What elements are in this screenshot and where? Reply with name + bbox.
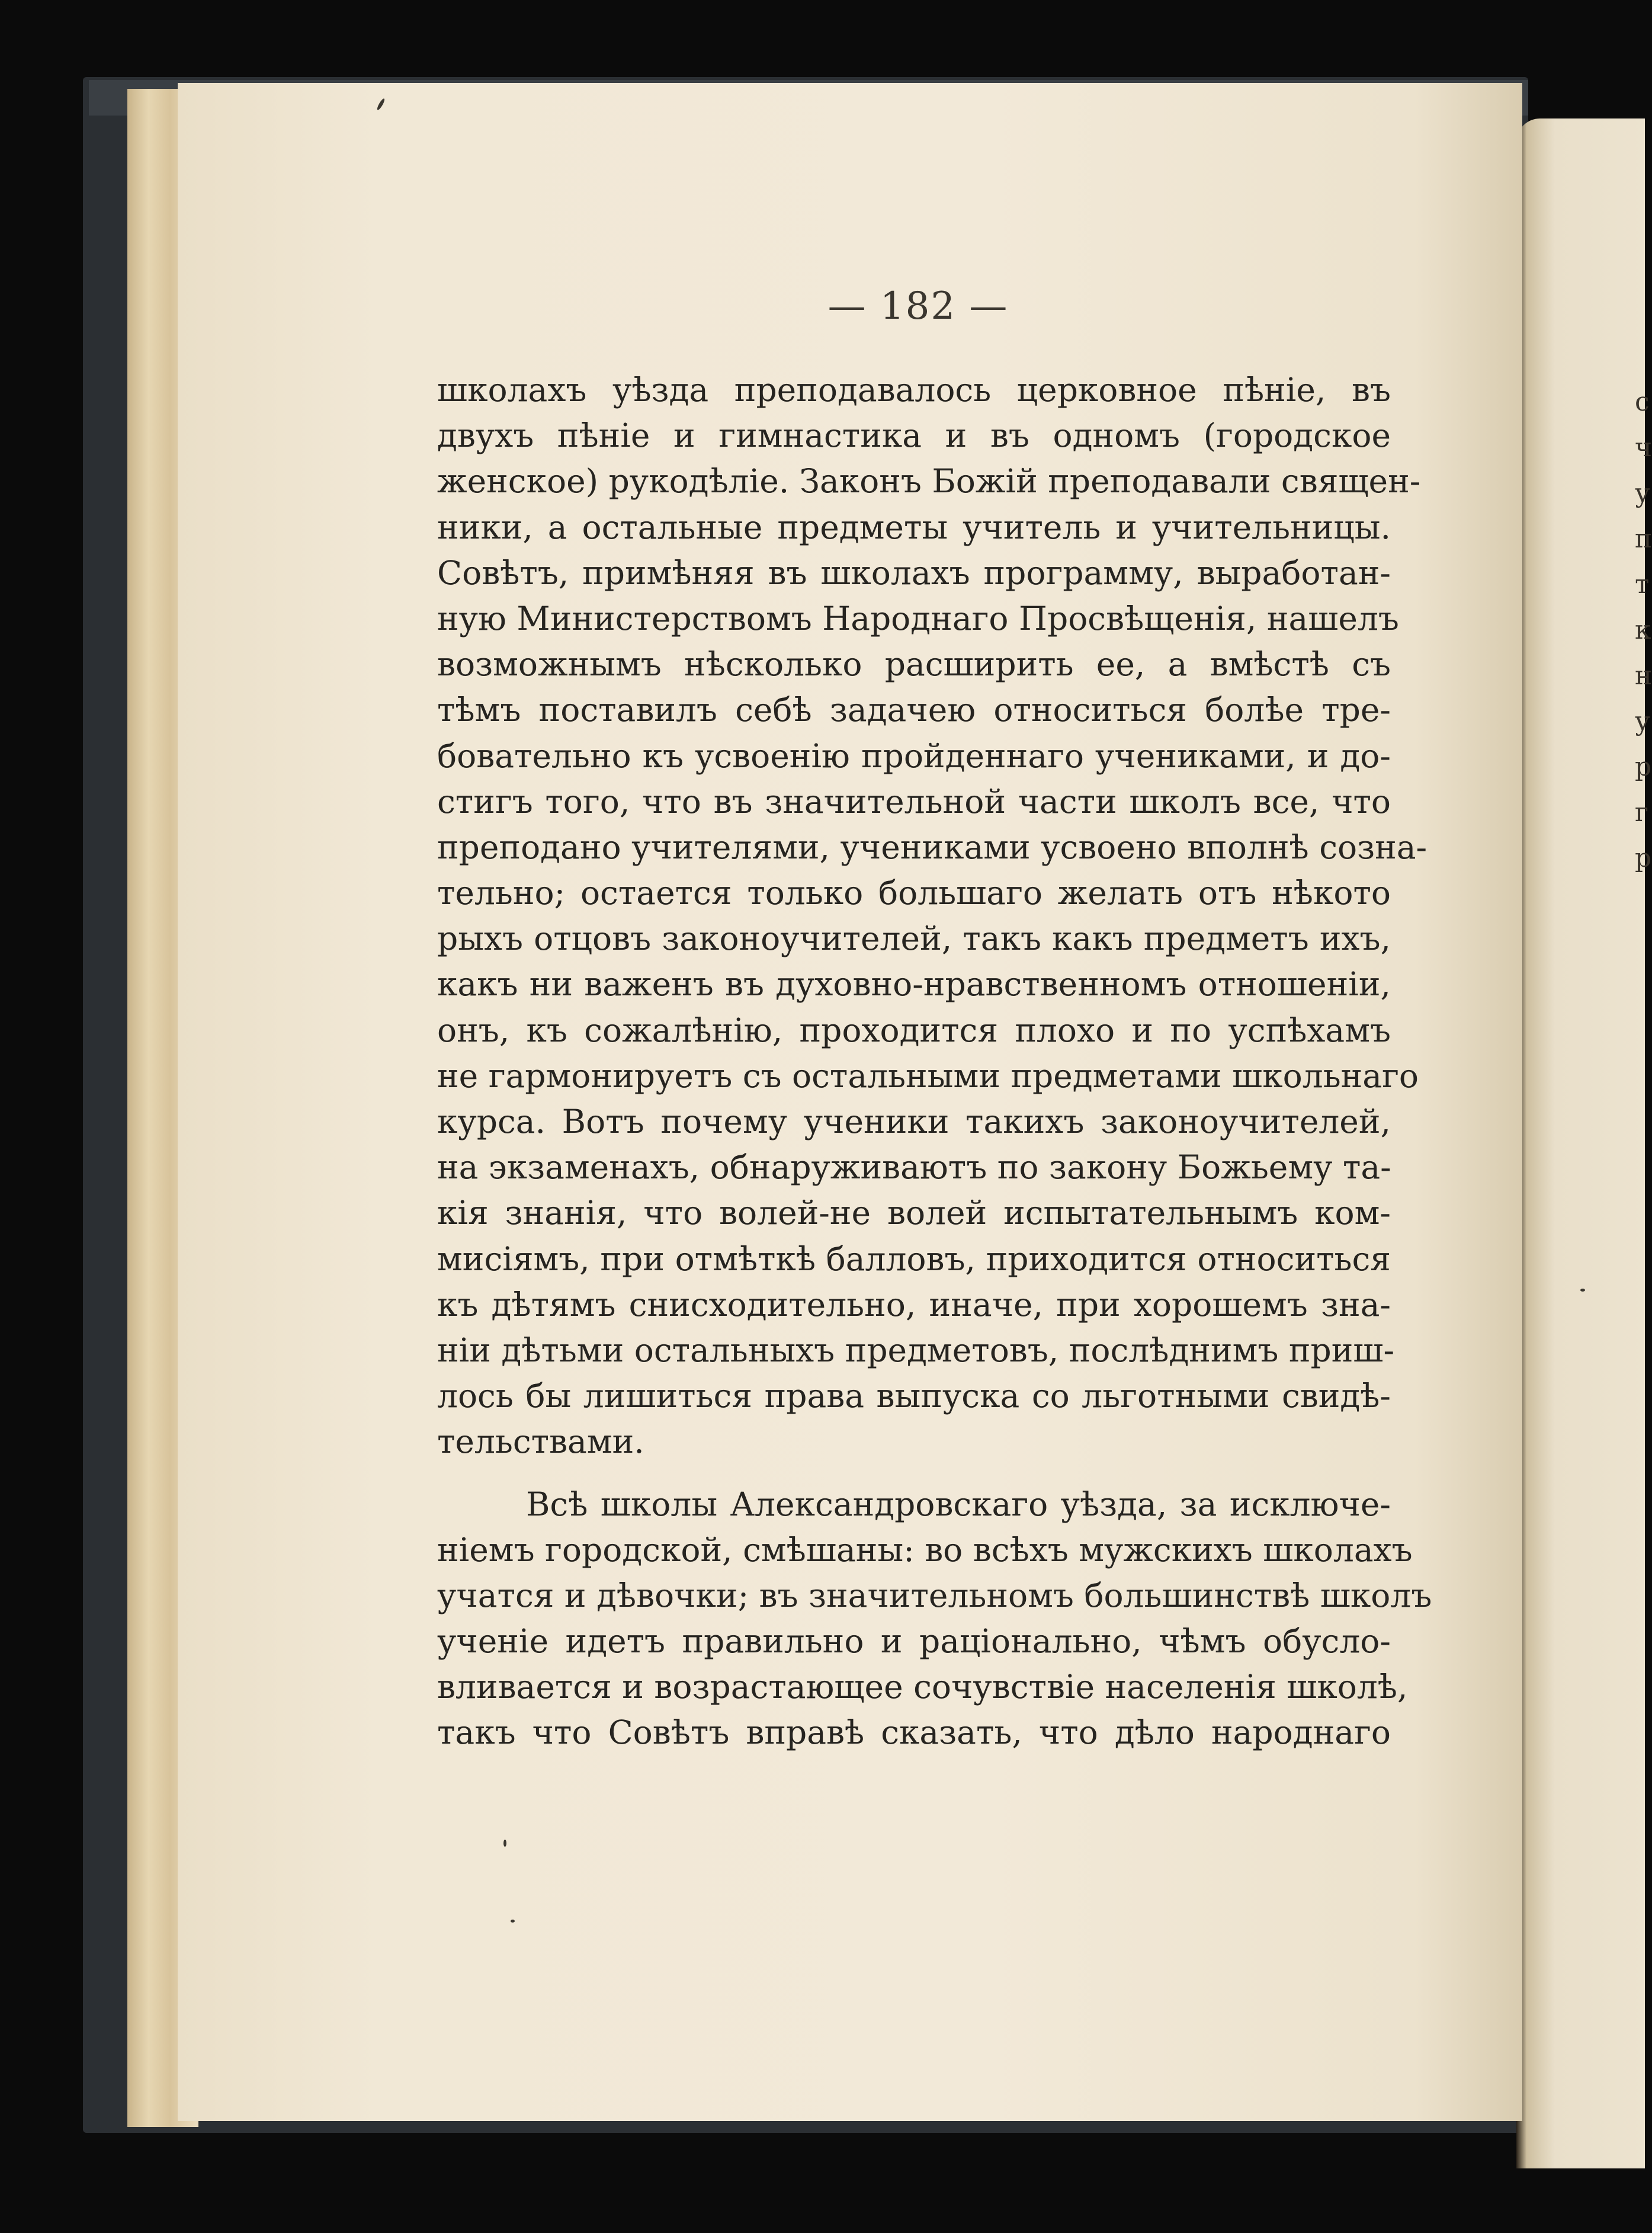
text-line: къ дѣтямъ снисходительно, иначе, при хорошемъ зна- [437,1285,1391,1324]
ink-speck [511,1920,515,1923]
page-number: — 182 — [827,284,1009,328]
text-line: женское) рукодѣліе. Законъ Божій преподавали священ- [437,462,1421,501]
text-line: ники, а остальные предметы учитель и учительницы. [437,508,1391,546]
next-page-edge-letters [1635,379,1652,881]
edge-letter: ч [1635,432,1652,463]
text-line: школахъ уѣзда преподавалось церковное пѣніе, въ [437,371,1391,409]
text-line: на экзаменахъ, обнаруживаютъ по закону Божьему та- [437,1148,1391,1187]
text-line: ніи дѣтьми остальныхъ предметовъ, послѣднимъ приш- [437,1331,1395,1369]
text-line: мисіямъ, при отмѣткѣ балловъ, приходится относиться [437,1239,1391,1278]
page-text [437,367,1432,1756]
text-line: рыхъ отцовъ законоучителей, такъ какъ предметъ ихъ, [437,920,1391,958]
edge-letter: р [1635,752,1652,782]
paragraph-2 [437,1482,1432,1756]
next-page [1516,118,1652,2168]
edge-letter: т [1635,569,1650,600]
text-line: бовательно къ усвоенію пройденнаго учениками, и до- [437,736,1391,775]
edge-letter: у [1635,706,1650,736]
edge-letter: р [1635,843,1652,873]
text-line: Всѣ школы Александровскаго уѣзда, за исключе- [526,1485,1391,1523]
text-line: учатся и дѣвочки; въ значительномъ большинствѣ школъ [437,1576,1432,1614]
text-line: курса. Вотъ почему ученики такихъ законоучителей, [437,1103,1391,1140]
text-line: такъ что Совѣтъ вправѣ сказать, что дѣло народнаго [437,1713,1391,1752]
text-line: ученіе идетъ правильно и раціонально, чѣмъ обусло- [437,1622,1391,1661]
text-line: тѣмъ поставилъ себѣ задачею относиться болѣе тре- [437,691,1391,729]
edge-letter: н [1635,661,1652,691]
edge-letter: у [1635,478,1650,508]
text-line: кія знанія, что волей-не волей испытательнымъ ком- [437,1194,1391,1232]
paragraph-gap [437,1465,1391,1482]
text-line: не гармонируетъ съ остальными предметами школьнаго [437,1056,1419,1095]
text-line: онъ, къ сожалѣнію, проходится плохо и по успѣхамъ [437,1011,1391,1049]
text-line: стигъ того, что въ значительной части школъ все, что [437,782,1391,821]
text-line: Совѣтъ, примѣняя въ школахъ программу, выработан- [437,553,1391,592]
text-line: тельствами. [437,1423,644,1461]
text-line: ніемъ городской, смѣшаны: во всѣхъ мужскихъ школахъ [437,1530,1413,1569]
text-line: вливается и возрастающее сочувствіе населенія школѣ, [437,1668,1408,1706]
ink-speck [1580,1289,1585,1292]
text-line: ную Министерствомъ Народнаго Просвѣщенія, нашелъ [437,599,1399,637]
text-line: лось бы лишиться права выпуска со льготными свидѣ- [437,1377,1391,1415]
text-line: какъ ни важенъ въ духовно-нравственномъ отношеніи, [437,965,1391,1004]
paragraph-1 [437,367,1428,1465]
text-line: двухъ пѣніе и гимнастика и въ одномъ (городское [437,417,1391,455]
edge-letter: п [1635,524,1652,554]
edge-letter: г [1635,797,1649,828]
text-line: преподано учителями, учениками усвоено вполнѣ созна- [437,828,1428,866]
edge-letter: к [1635,615,1651,645]
text-line: тельно; остается только большаго желать отъ нѣкото [437,874,1391,912]
edge-letter: с [1635,387,1650,417]
text-line: возможнымъ нѣсколько расширить ее, а вмѣстѣ съ [437,645,1391,684]
ink-speck [503,1840,506,1847]
